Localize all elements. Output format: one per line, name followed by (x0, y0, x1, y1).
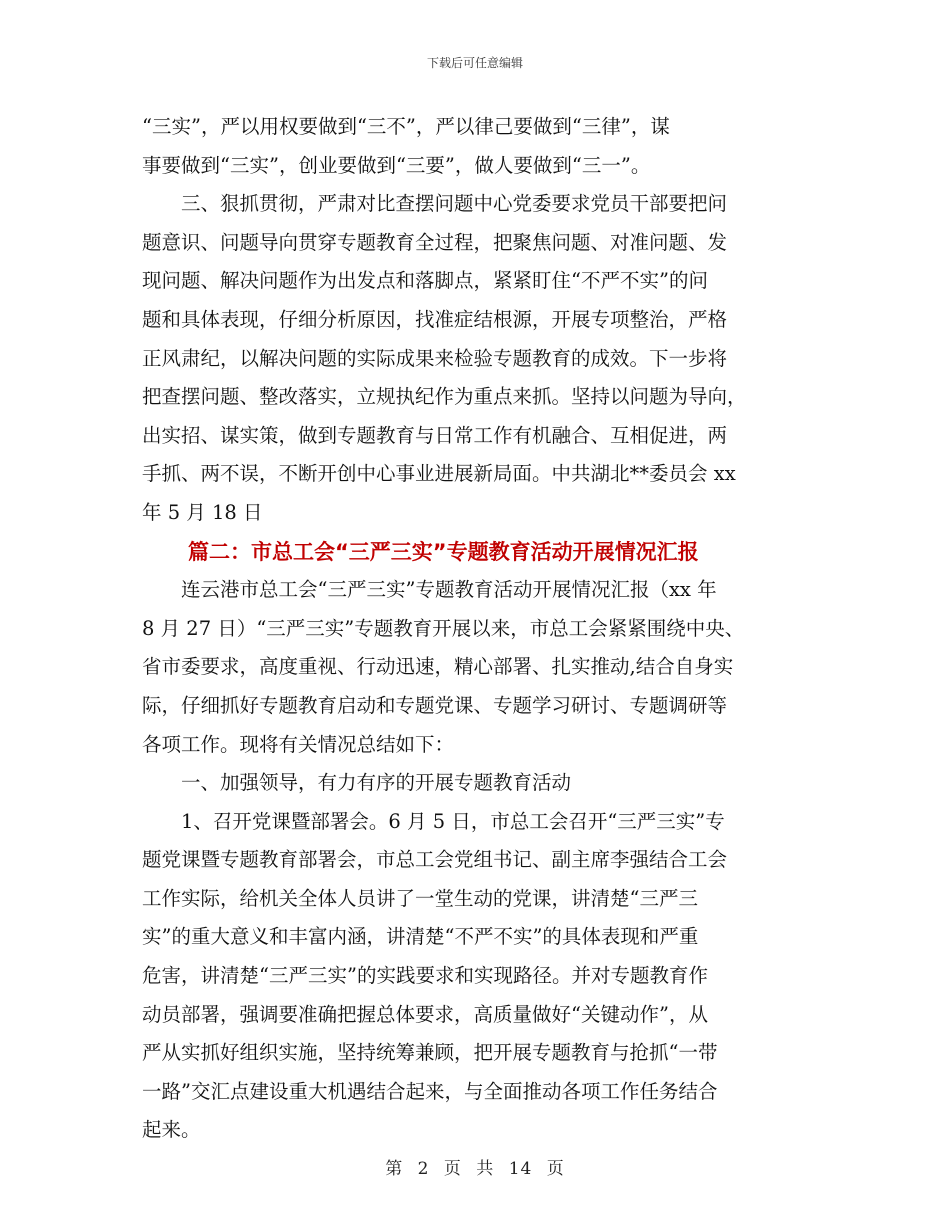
text-line: 起来。 (142, 1118, 201, 1142)
paragraph-section-three (142, 185, 810, 532)
text-line: 际，仔细抓好专题教育启动和专题党课、专题学习研讨、专题调研等 (142, 693, 728, 717)
text-line: 手抓、两不误，不断开创中心事业进展新局面。中共湖北**委员会 xx (142, 462, 736, 486)
section-heading: 篇二：市总工会“三严三实”专题教育活动开展情况汇报 (188, 539, 699, 564)
text-line: 1、召开党课暨部署会。6 月 5 日，市总工会召开“三严三实”专 (181, 809, 725, 833)
document-body (142, 108, 810, 1150)
footer-label-di: 第 (385, 1159, 404, 1179)
footer-current-page: 2 (417, 1159, 430, 1179)
text-line: 现问题、解决问题作为出发点和落脚点，紧紧盯住“不严不实”的问 (142, 269, 708, 293)
paragraph-intro (142, 571, 810, 764)
text-line: 把查摆问题、整改落实，立规执纪作为重点来抓。坚持以问题为导向， (142, 385, 747, 409)
text-line: 正风肃纪，以解决问题的实际成果来检验专题教育的成效。下一步将 (142, 346, 728, 370)
text-line: 出实招、谋实策，做到专题教育与日常工作有机融合、互相促进，两 (142, 423, 728, 447)
paragraph-item-one (142, 803, 810, 1150)
text-line: “三实”，严以用权要做到“三不”，严以律己要做到“三律”，谋 (142, 115, 670, 138)
footer-label-ye: 页 (443, 1159, 462, 1179)
text-line: 一路”交汇点建设重大机遇结合起来，与全面推动各项工作任务结合 (142, 1079, 718, 1103)
text-line: 连云港市总工会“三严三实”专题教育活动开展情况汇报（xx 年 (181, 578, 717, 602)
text-line: 三、狠抓贯彻，严肃对比查摆问题中心党委要求党员干部要把问 (181, 192, 728, 216)
page-header-note: 下载后可任意编辑 (426, 56, 523, 70)
text-line: 年 5 月 18 日 (142, 500, 263, 524)
text-line: 题党课暨专题教育部署会，市总工会党组书记、副主席李强结合工会 (142, 848, 728, 872)
text-line: 动员部署，强调要准确把握总体要求，高质量做好“关键动作”，从 (142, 1002, 708, 1026)
text-line: 危害，讲清楚“三严三实”的实践要求和实现路径。并对专题教育作 (142, 964, 708, 988)
text-line: 题意识、问题导向贯穿专题教育全过程，把聚焦问题、对准问题、发 (142, 230, 728, 254)
text-line: 严从实抓好组织实施，坚持统筹兼顾，把开展专题教育与抢抓“一带 (142, 1041, 718, 1065)
footer-label-ye2: 页 (546, 1159, 565, 1179)
footer-label-gong: 共 (476, 1159, 495, 1179)
text-line: 工作实际，给机关全体人员讲了一堂生动的党课，讲清楚“三严三 (142, 886, 698, 910)
page-footer (0, 1154, 950, 1179)
text-line: 事要做到“三实”，创业要做到“三要”，做人要做到“三一”。 (142, 153, 651, 177)
paragraph-continuation (142, 108, 810, 185)
footer-total-pages: 14 (508, 1159, 533, 1179)
text-line: 省市委要求，高度重视、行动迅速，精心部署、扎实推动,结合自身实 (142, 655, 734, 679)
text-line: 各项工作。现将有关情况总结如下： (142, 732, 455, 756)
text-line: 8 月 27 日）“三严三实”专题教育开展以来，市总工会紧紧围绕中央、 (142, 616, 745, 640)
text-line: 一、加强领导，有力有序的开展专题教育活动 (181, 771, 572, 795)
text-line: 实”的重大意义和丰富内涵，讲清楚“不严不实”的具体表现和严重 (142, 925, 699, 949)
text-line: 题和具体表现，仔细分析原因，找准症结根源，开展专项整治，严格 (142, 307, 728, 331)
paragraph-subheading (142, 764, 810, 803)
